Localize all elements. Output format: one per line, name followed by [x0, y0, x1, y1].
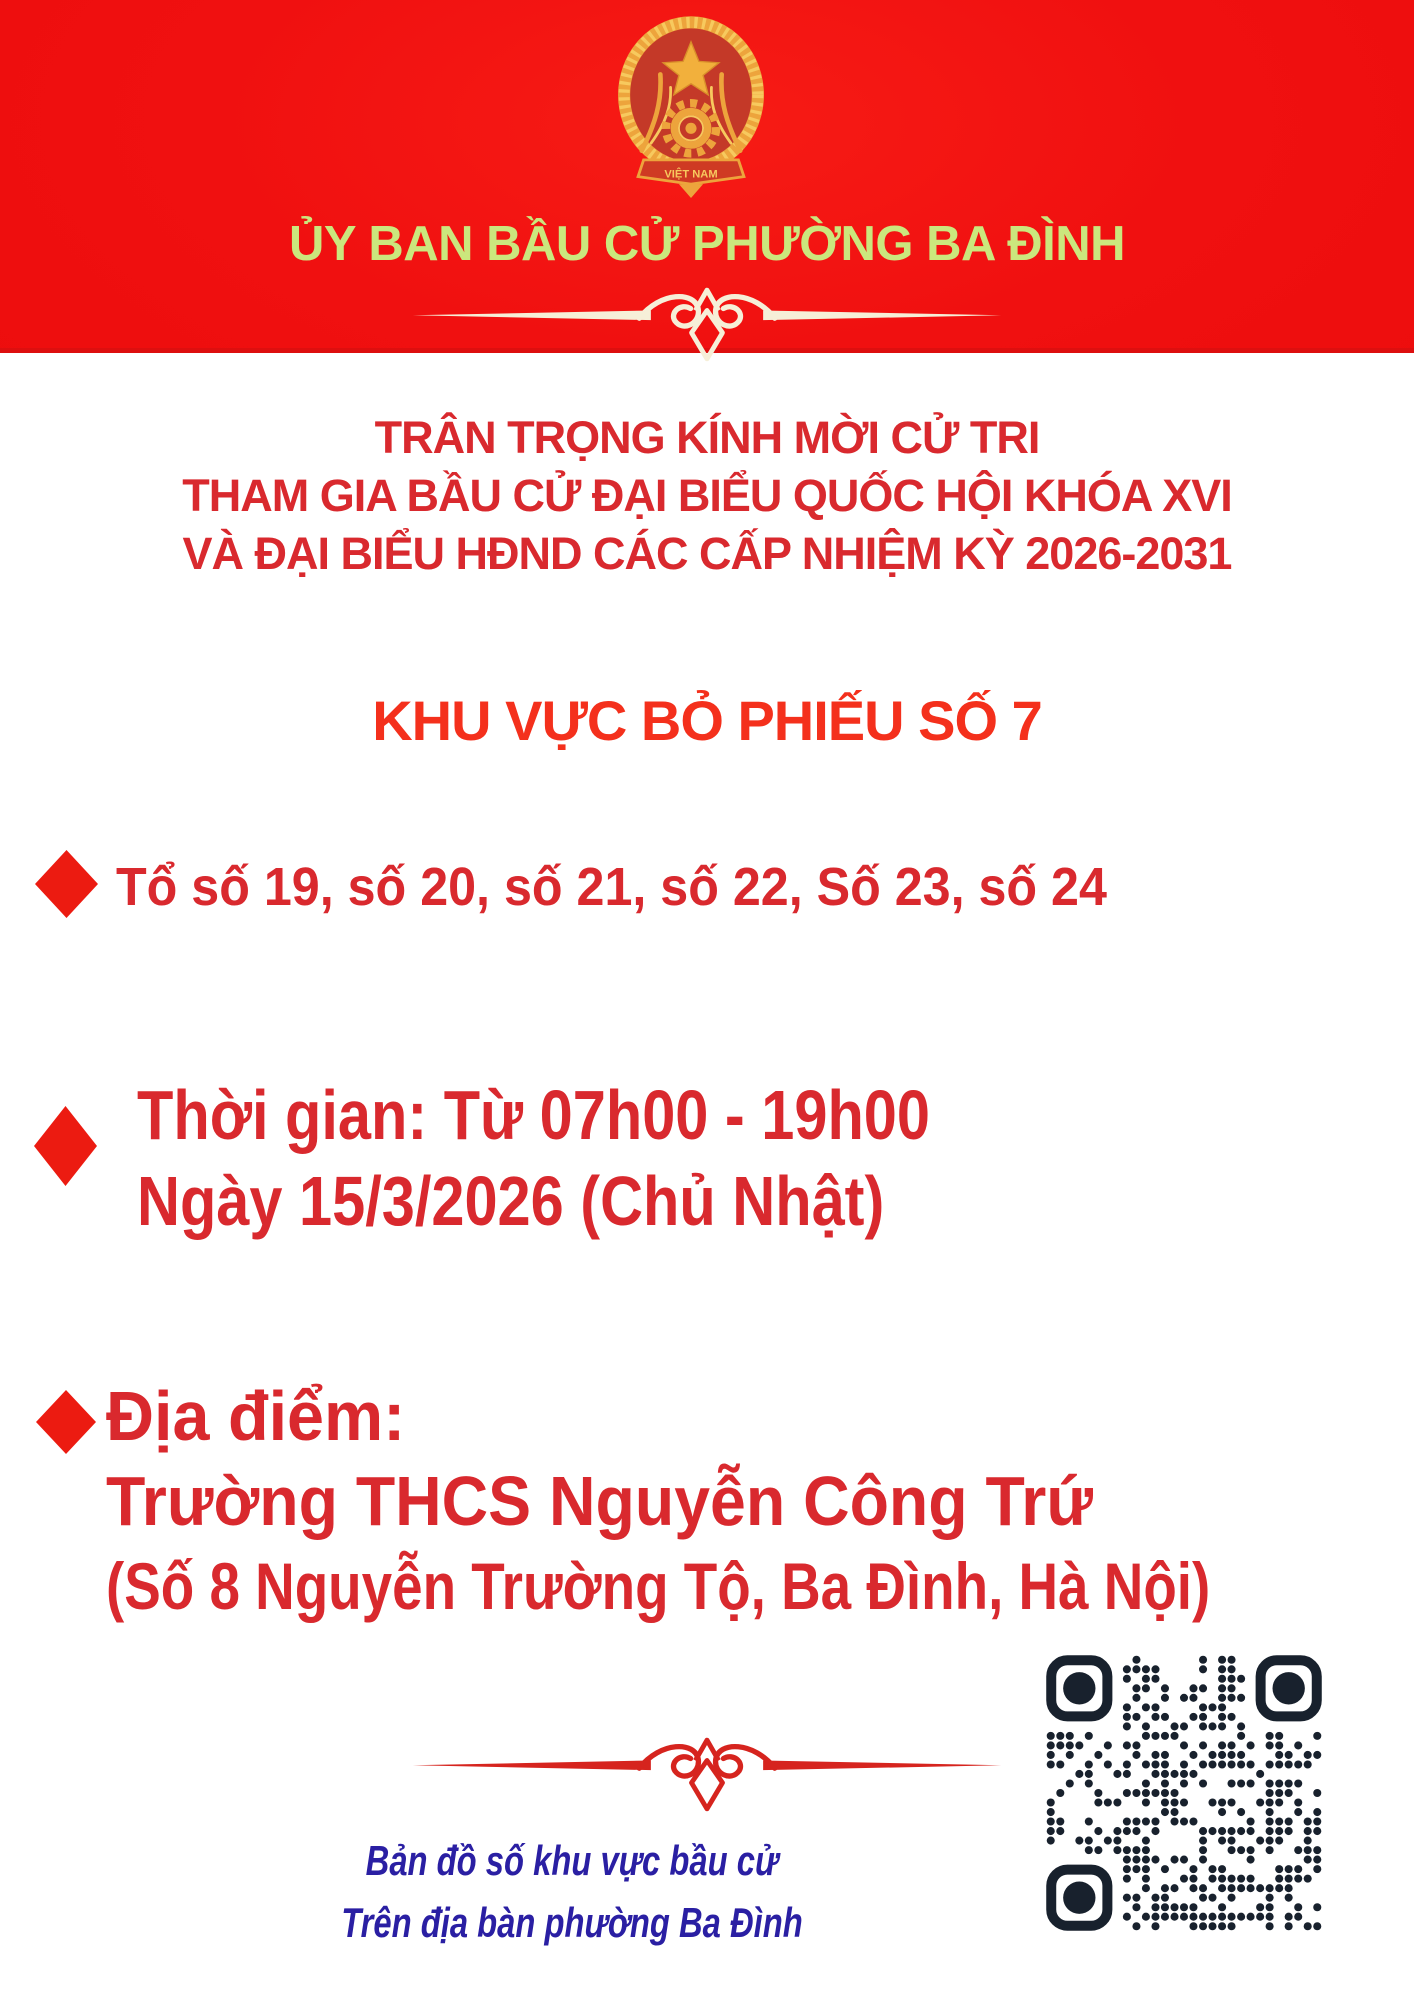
- invitation-line: TRÂN TRỌNG KÍNH MỜI CỬ TRI: [374, 412, 1040, 463]
- invitation-line: VÀ ĐẠI BIỂU HĐND CÁC CẤP NHIỆM KỲ 2026-2031: [182, 528, 1232, 579]
- vietnam-emblem-icon: [612, 12, 770, 200]
- header-title: ỦY BAN BẦU CỬ PHƯỜNG BA ĐÌNH: [289, 217, 1125, 271]
- invitation-text: [0, 409, 1414, 583]
- divider-flourish-bottom-icon: [407, 1732, 1007, 1816]
- map-caption: [0, 1830, 1144, 1954]
- emblem-banner-text: VIỆT NAM: [664, 168, 718, 181]
- polling-area-title: KHU VỰC BỎ PHIẾU SỐ 7: [372, 689, 1042, 752]
- location-label: Địa điểm:: [106, 1377, 406, 1455]
- groups-list-text: [116, 856, 1182, 918]
- divider-flourish-top-icon: [407, 282, 1007, 366]
- bullet-diamond-icon: [36, 1390, 96, 1454]
- groups-line: Tổ số 19, số 20, số 21, số 22, Số 23, số 24: [116, 857, 1107, 917]
- caption-line: Bản đồ số khu vực bầu cử: [365, 1837, 779, 1884]
- date-line: Ngày 15/3/2026 (Chủ Nhật): [137, 1162, 885, 1240]
- bullet-diamond-icon: [35, 850, 98, 918]
- location-address: (Số 8 Nguyễn Trường Tộ, Ba Đình, Hà Nội): [106, 1549, 1211, 1623]
- caption-line: Trên địa bàn phường Ba Đình: [341, 1899, 803, 1946]
- header-banner: [0, 0, 1414, 353]
- invitation-line: THAM GIA BẦU CỬ ĐẠI BIỂU QUỐC HỘI KHÓA XVI: [182, 470, 1232, 521]
- bullet-diamond-icon: [34, 1106, 97, 1186]
- location-name: Trường THCS Nguyễn Công Trứ: [106, 1462, 1093, 1540]
- qr-code: [1046, 1653, 1322, 1933]
- time-line: Thời gian: Từ 07h00 - 19h00: [137, 1076, 930, 1154]
- time-text: [137, 1072, 1070, 1244]
- location-text: [106, 1374, 1414, 1629]
